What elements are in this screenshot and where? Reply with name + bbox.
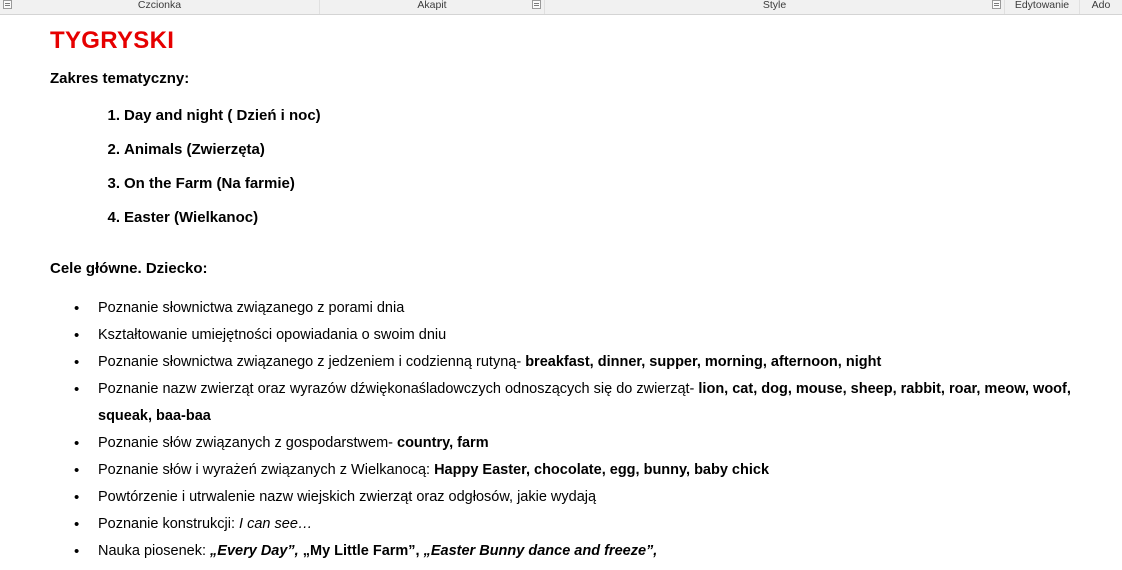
goals-heading: Cele główne. Dziecko: <box>50 260 208 277</box>
text-run: lion, cat, dog, mouse, sheep, rabbit, roar, meow, woof, squeak, baa-baa <box>98 381 1071 424</box>
list-item <box>74 322 1082 349</box>
ribbon-group-paragraph <box>320 0 545 14</box>
ribbon-group-editing <box>1005 0 1080 14</box>
text-run: Happy Easter, chocolate, egg, bunny, baby chick <box>434 462 770 478</box>
scope-heading: Zakres tematyczny: <box>50 70 190 87</box>
list-item <box>74 295 1082 322</box>
page-title: TYGRYSKI <box>50 27 175 54</box>
list-item <box>74 349 1082 376</box>
list-item: Animals (Zwierzęta) <box>124 141 265 158</box>
ribbon-group-label: Akapit <box>417 0 447 11</box>
document-page[interactable] <box>0 15 1122 570</box>
text-run: „Every Day”, <box>210 543 299 559</box>
ribbon-group-label: Ado <box>1091 0 1111 11</box>
list-item <box>74 376 1082 430</box>
text-run: Powtórzenie i utrwalenie nazw wiejskich zwierząt oraz odgłosów, jakie wydają <box>98 489 597 505</box>
text-run: Kształtowanie umiejętności opowiadania o swoim dniu <box>98 327 447 343</box>
ribbon-group-font <box>0 0 320 14</box>
list-item <box>74 430 1082 457</box>
list-item: Day and night ( Dzień i noc) <box>124 107 321 124</box>
text-run: country, farm <box>397 435 489 451</box>
text-run: Poznanie konstrukcji: <box>98 516 240 532</box>
ribbon-group-styles <box>545 0 1005 14</box>
text-run: „Easter Bunny dance and freeze”, <box>423 543 658 559</box>
list-item: On the Farm (Na farmie) <box>124 175 295 192</box>
text-run: Poznanie nazw zwierząt oraz wyrazów dźwiękonaśladowczych odnoszących się do zwierząt- <box>98 381 699 397</box>
ribbon-group-label: Style <box>762 0 787 11</box>
text-run: I can see… <box>239 516 313 532</box>
text-run: Poznanie słów związanych z gospodarstwem- <box>98 435 397 451</box>
goals-list <box>50 295 1082 565</box>
text-run: Nauka piosenek: <box>98 543 211 559</box>
text-run: Poznanie słownictwa związanego z jedzeniem i codzienną rutyną- <box>98 354 526 370</box>
font-dialog-launcher-icon[interactable] <box>3 0 12 9</box>
paragraph-dialog-launcher-icon[interactable] <box>532 0 541 9</box>
text-run: breakfast, dinner, supper, morning, afternoon, night <box>525 354 882 370</box>
list-item <box>74 457 1082 484</box>
list-item <box>74 538 1082 565</box>
styles-dialog-launcher-icon[interactable] <box>992 0 1001 9</box>
list-item <box>74 484 1082 511</box>
list-item <box>74 511 1082 538</box>
text-run: Poznanie słownictwa związanego z porami dnia <box>98 300 405 316</box>
ribbon-group-labels-strip <box>0 0 1122 15</box>
text-run: „My Little Farm”, <box>298 543 424 559</box>
ribbon-group-label: Czcionka <box>137 0 182 11</box>
ribbon-group-label: Edytowanie <box>1014 0 1070 11</box>
text-run: Poznanie słów i wyrażeń związanych z Wielkanocą: <box>98 462 435 478</box>
topics-list <box>50 99 1082 235</box>
list-item: Easter (Wielkanoc) <box>124 209 259 226</box>
ribbon-group-addins <box>1080 0 1122 14</box>
